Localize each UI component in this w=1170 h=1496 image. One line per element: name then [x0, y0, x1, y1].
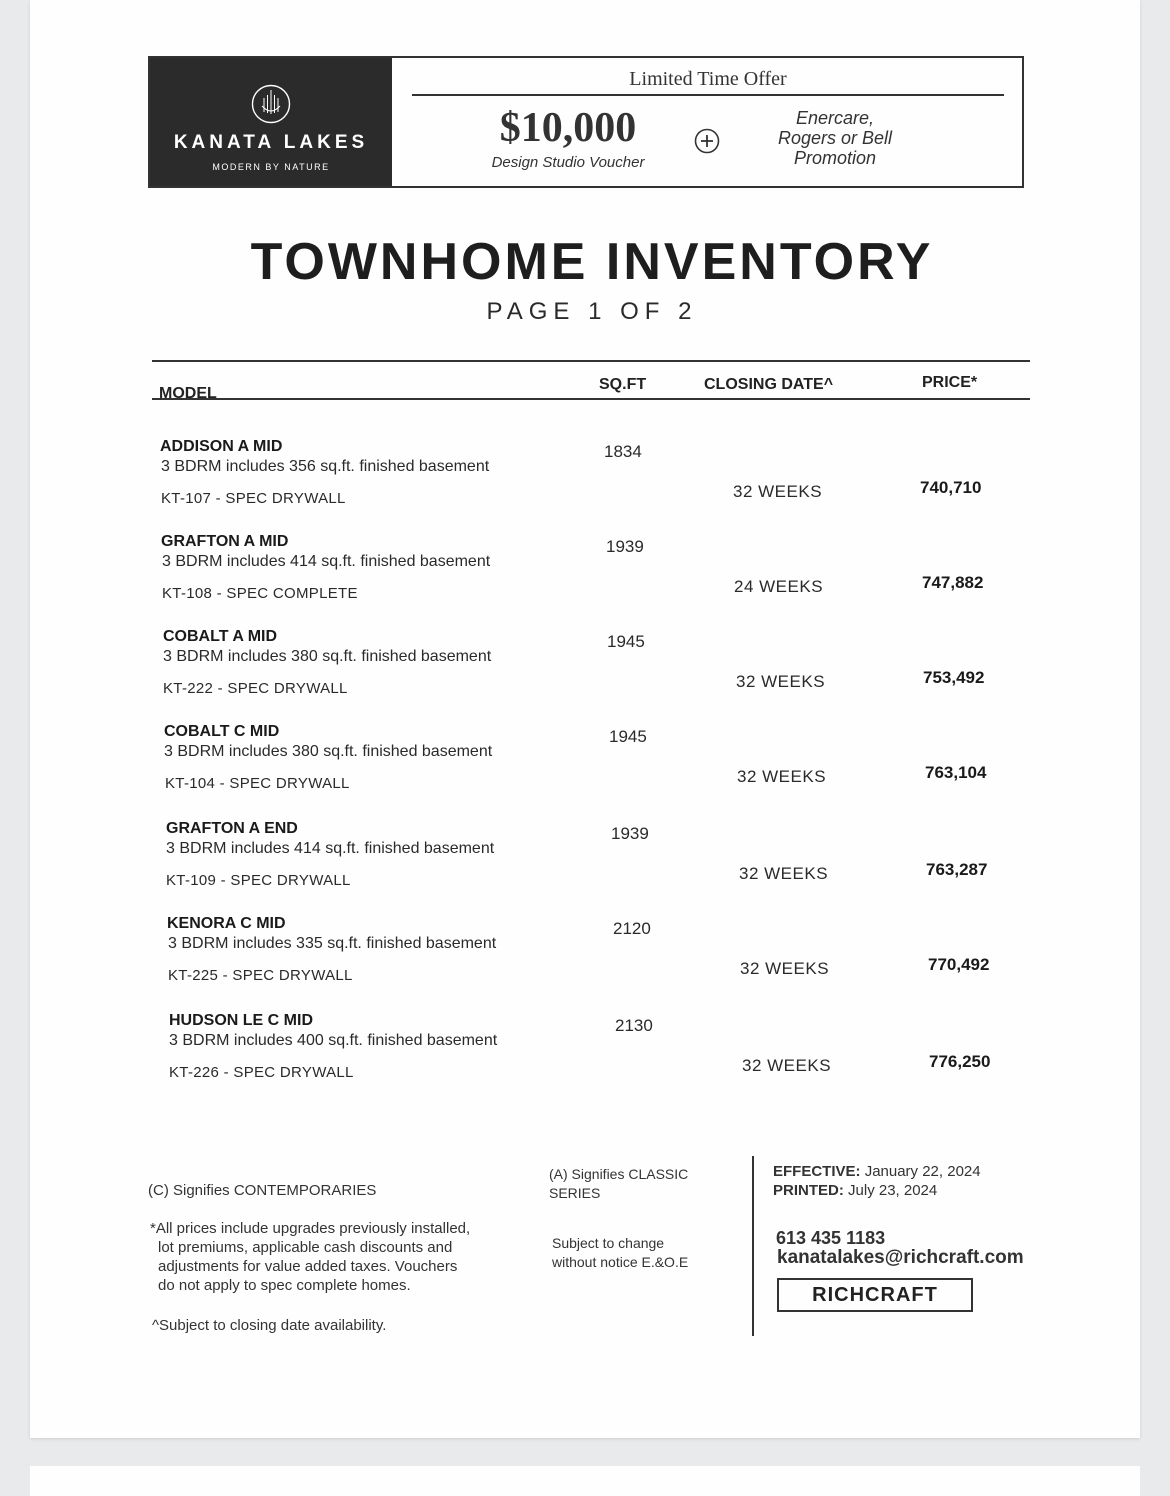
model-name: COBALT C MID [164, 723, 280, 740]
table-row [0, 723, 1170, 818]
table-top-rule [152, 360, 1030, 362]
printed-label: PRINTED: [773, 1182, 844, 1199]
sqft-value: 1939 [611, 824, 649, 843]
model-description: 3 BDRM includes 335 sq.ft. finished basement [168, 935, 497, 952]
model-description: 3 BDRM includes 380 sq.ft. finished basement [164, 743, 493, 760]
printed-line [773, 1181, 937, 1200]
lot-code: KT-104 - SPEC DRYWALL [165, 775, 350, 792]
price-value: 740,710 [920, 478, 982, 497]
closing-value: 32 WEEKS [736, 672, 826, 691]
promo-line: Promotion [793, 148, 877, 168]
column-header-sqft: SQ.FT [599, 376, 647, 393]
offer-header [148, 56, 1024, 188]
model-name: HUDSON LE C MID [169, 1012, 313, 1029]
model-name: GRAFTON A END [166, 820, 298, 837]
sqft-value: 1939 [606, 537, 644, 556]
table-row [0, 438, 1170, 533]
price-value: 763,104 [925, 763, 987, 782]
table-row [0, 1012, 1170, 1107]
sqft-value: 1945 [609, 727, 647, 746]
sqft-value: 2130 [615, 1016, 653, 1035]
effective-line [773, 1162, 981, 1181]
model-description: 3 BDRM includes 414 sq.ft. finished basement [162, 553, 491, 570]
promo-line: Rogers or Bell [777, 128, 893, 148]
phone-number: 613 435 1183 [776, 1228, 886, 1248]
column-header-closing-date: CLOSING DATE^ [704, 376, 834, 393]
price-value: 763,287 [926, 860, 988, 879]
plus-circle-icon [694, 128, 720, 154]
voucher-amount: $10,000 [499, 105, 637, 151]
prices-disclaimer [150, 1219, 470, 1295]
table-header-rule [152, 398, 1030, 400]
closing-value: 32 WEEKS [739, 864, 829, 883]
model-description: 3 BDRM includes 356 sq.ft. finished basement [161, 458, 490, 475]
brand-name: KANATA LAKES [173, 132, 369, 153]
table-row [0, 820, 1170, 915]
disclaimer-line: do not apply to spec complete homes. [158, 1277, 411, 1294]
email-address: kanatalakes@richcraft.com [777, 1247, 1024, 1268]
disclaimer-line: adjustments for value added taxes. Vouchers [158, 1258, 458, 1275]
classic-note [549, 1165, 688, 1203]
model-name: ADDISON A MID [160, 438, 283, 455]
lot-code: KT-226 - SPEC DRYWALL [169, 1064, 354, 1081]
builder-logo: RICHCRAFT [777, 1278, 973, 1312]
classic-note-line: SERIES [549, 1185, 601, 1201]
closing-note: ^Subject to closing date availability. [152, 1317, 387, 1334]
table-row [0, 628, 1170, 723]
voucher-label: Design Studio Voucher [491, 154, 645, 171]
column-header-model: MODEL [159, 385, 217, 402]
page-number: PAGE 1 OF 2 [486, 298, 698, 325]
offer-divider [412, 94, 1004, 96]
brand-logo-block [150, 58, 392, 186]
page-title: TOWNHOME INVENTORY [250, 233, 934, 291]
lot-code: KT-107 - SPEC DRYWALL [161, 490, 346, 507]
printed-date: July 23, 2024 [848, 1182, 938, 1199]
sqft-value: 1834 [604, 442, 642, 461]
sqft-value: 1945 [607, 632, 645, 651]
effective-label: EFFECTIVE: [773, 1163, 861, 1180]
model-name: COBALT A MID [163, 628, 278, 645]
closing-value: 32 WEEKS [737, 767, 827, 786]
effective-date: January 22, 2024 [864, 1163, 981, 1180]
model-description: 3 BDRM includes 400 sq.ft. finished basement [169, 1032, 498, 1049]
closing-value: 32 WEEKS [733, 482, 823, 501]
promo-text [740, 108, 930, 168]
offer-title: Limited Time Offer [629, 68, 787, 90]
model-description: 3 BDRM includes 380 sq.ft. finished basement [163, 648, 492, 665]
footer-divider [752, 1156, 754, 1336]
change-note [552, 1234, 688, 1272]
closing-value: 32 WEEKS [742, 1056, 832, 1075]
promo-line: Enercare, [795, 108, 875, 128]
sqft-value: 2120 [613, 919, 651, 938]
lot-code: KT-109 - SPEC DRYWALL [166, 872, 351, 889]
brand-tagline: MODERN BY NATURE [212, 162, 330, 172]
model-name: KENORA C MID [167, 915, 286, 932]
price-value: 770,492 [928, 955, 990, 974]
closing-value: 32 WEEKS [740, 959, 830, 978]
price-value: 776,250 [929, 1052, 991, 1071]
column-header-price: PRICE* [922, 374, 978, 391]
model-description: 3 BDRM includes 414 sq.ft. finished basement [166, 840, 495, 857]
model-name: GRAFTON A MID [161, 533, 289, 550]
closing-value: 24 WEEKS [734, 577, 824, 596]
lot-code: KT-222 - SPEC DRYWALL [163, 680, 348, 697]
disclaimer-line: *All prices include upgrades previously installed, [150, 1220, 471, 1237]
table-row [0, 533, 1170, 628]
price-value: 753,492 [923, 668, 985, 687]
change-note-line: Subject to change [552, 1235, 665, 1251]
table-row [0, 915, 1170, 1010]
contemporaries-note: (C) Signifies CONTEMPORARIES [148, 1182, 377, 1199]
next-document-page [30, 1466, 1140, 1496]
price-value: 747,882 [922, 573, 984, 592]
classic-note-line: (A) Signifies CLASSIC [549, 1166, 689, 1182]
lot-code: KT-108 - SPEC COMPLETE [162, 585, 358, 602]
disclaimer-line: lot premiums, applicable cash discounts and [158, 1239, 453, 1256]
lot-code: KT-225 - SPEC DRYWALL [168, 967, 353, 984]
change-note-line: without notice E.&O.E [552, 1254, 689, 1270]
chandelier-logo-icon [251, 84, 291, 124]
